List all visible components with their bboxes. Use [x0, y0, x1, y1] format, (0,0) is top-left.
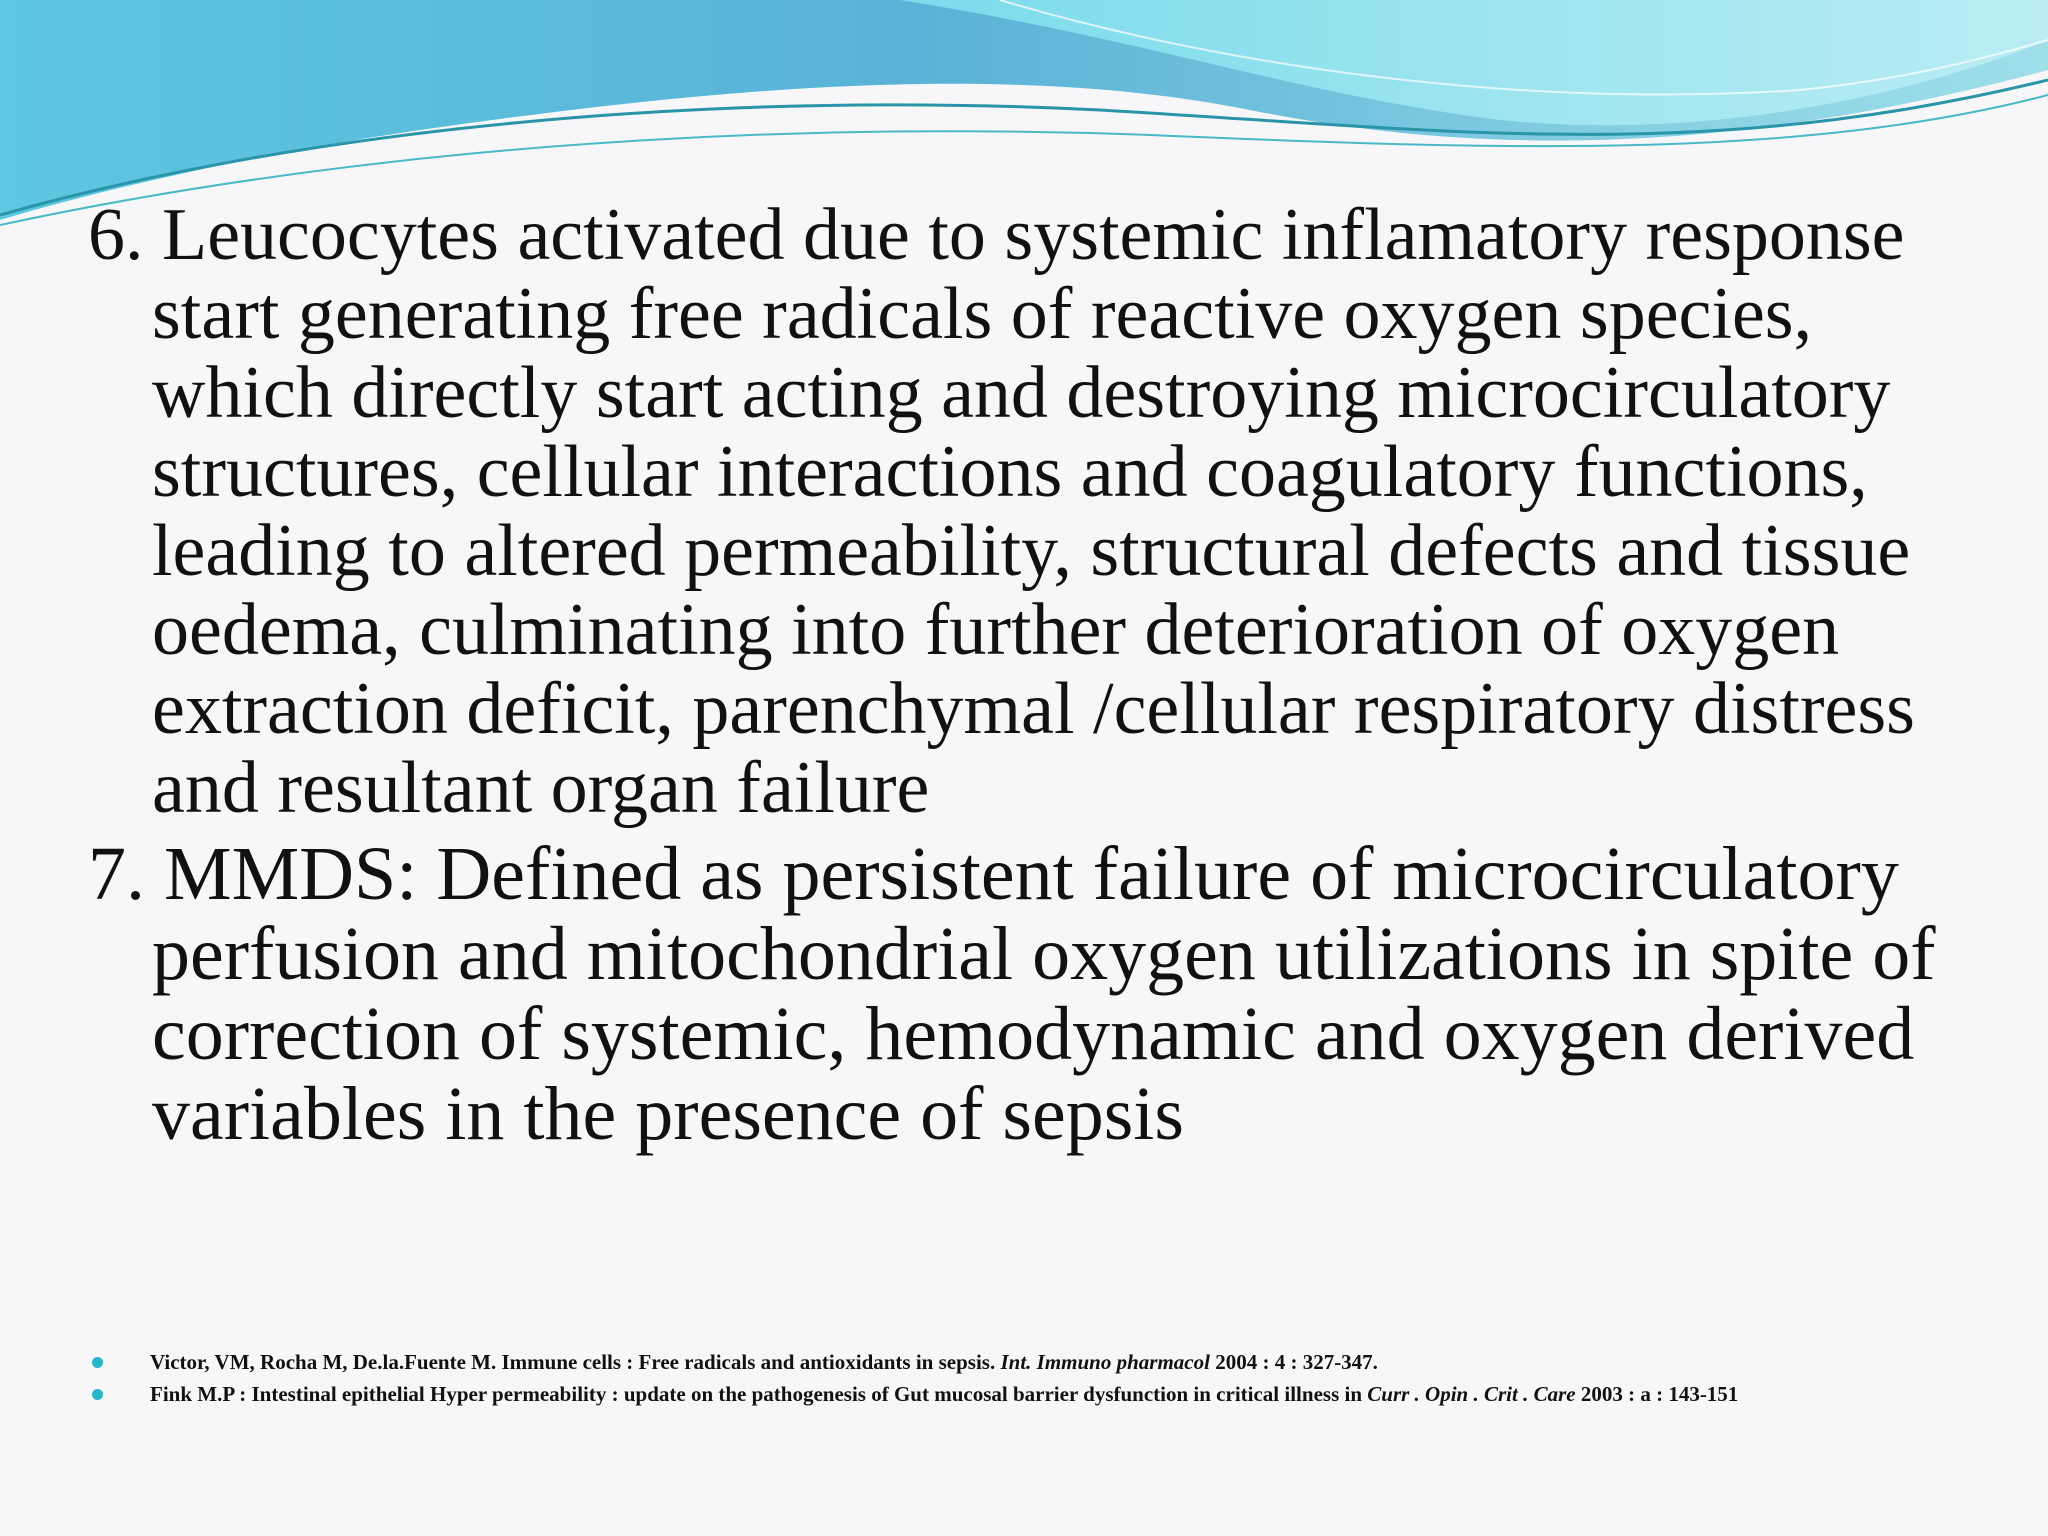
reference-item	[92, 1380, 1992, 1408]
point-number: 6.	[88, 194, 144, 276]
reference-journal: Int. Immuno pharmacol	[1000, 1350, 1210, 1374]
reference-text: Victor, VM, Rocha M, De.la.Fuente M. Immune cells : Free radicals and antioxidants in sepsis.	[150, 1350, 996, 1374]
point-number: 7.	[88, 832, 145, 916]
slide-body	[88, 196, 1988, 1160]
bullet-icon	[92, 1357, 103, 1368]
reference-text: Fink M.P : Intestinal epithelial Hyper permeability : update on the pathogenesis of Gut mucosal barrier dysfunction in critical illness in	[150, 1382, 1363, 1406]
reference-item	[92, 1348, 1992, 1376]
point-6	[88, 196, 1988, 828]
point-text: Leucocytes activated due to systemic inflamatory response start generating free radicals of reactive oxygen species, which directly start acting and destroying microcirculatory structures, cellular interactions and coagulatory functions, leading to altered permeability, structural defects and tissue oedema, culminating into further deterioration of oxygen extraction deficit, parenchymal /cellular respiratory distress and resultant organ failure	[152, 194, 1915, 829]
point-text: MMDS: Defined as persistent failure of microcirculatory perfusion and mitochondrial oxygen utilizations in spite of correction of systemic, hemodynamic and oxygen derived variables in the presence of sepsis	[152, 832, 1936, 1156]
reference-details: 2004 : 4 : 327-347.	[1215, 1350, 1378, 1374]
bullet-icon	[92, 1389, 103, 1400]
point-7	[88, 834, 1988, 1154]
references	[92, 1348, 1992, 1412]
reference-details: 2003 : a : 143-151	[1580, 1382, 1739, 1406]
reference-journal: Curr . Opin . Crit . Care	[1367, 1382, 1576, 1406]
